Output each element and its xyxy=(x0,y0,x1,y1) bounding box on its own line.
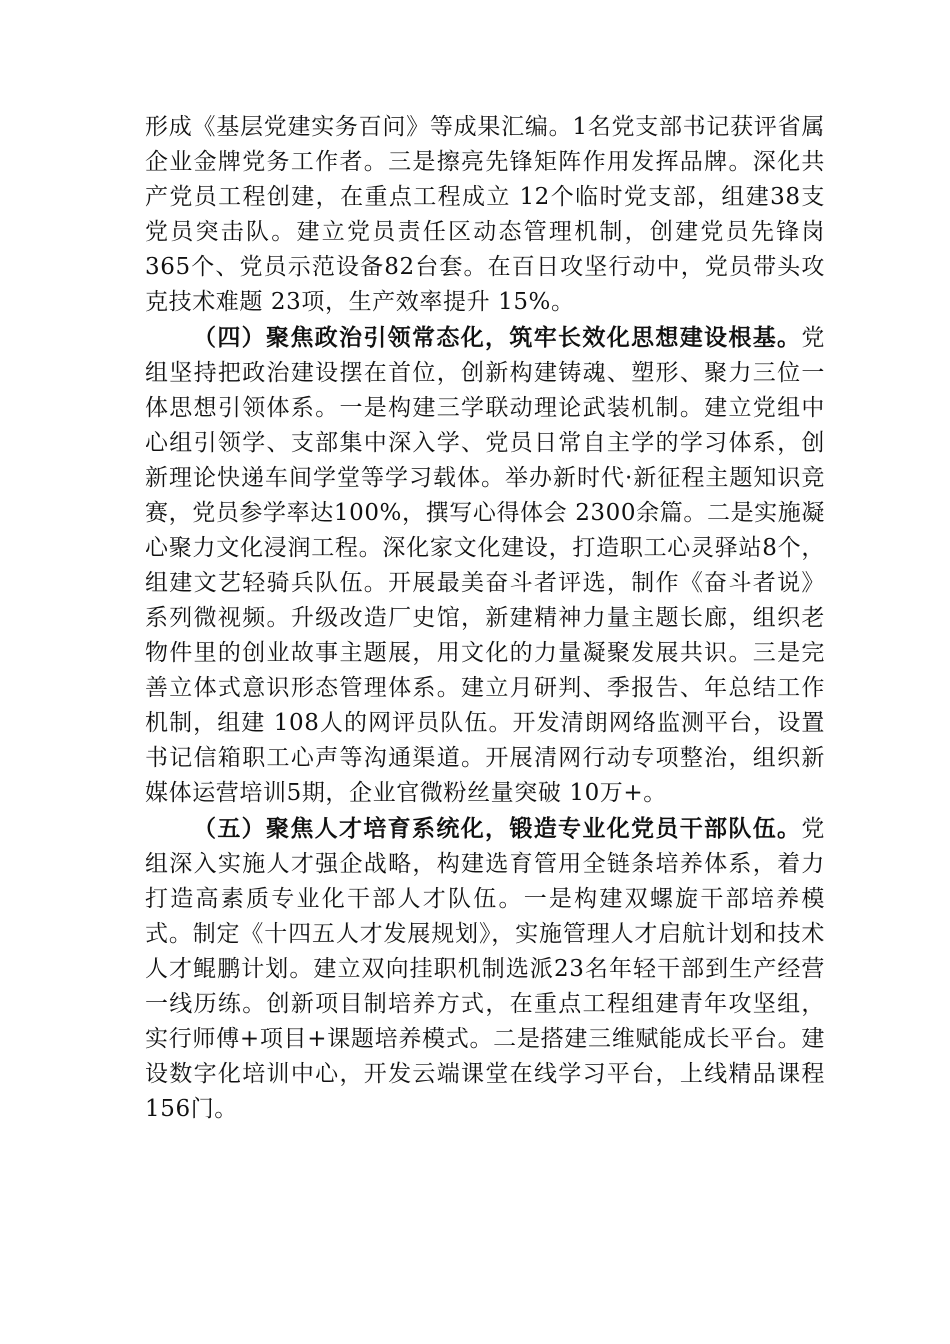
section-heading: （四）聚焦政治引领常态化，筑牢长效化思想建设根基。 xyxy=(193,324,802,351)
paragraph-section-five xyxy=(145,811,825,1127)
paragraph-body: 形成《基层党建实务百问》等成果汇编。1名党支部书记获评省属企业金牌党务工作者。三是擦亮先锋矩阵作用发挥品牌。深化共产党员工程创建，在重点工程成立 12个临时党支部，组建38支党员突击队。建立党员责任区动态管理机制，创建党员先锋岗365个、党员示范设备82台套。在百日攻坚行动中，党员带头攻克技术难题 23项，生产效率提升 15%。 xyxy=(145,114,825,315)
paragraph-continuation xyxy=(145,110,825,320)
document-page xyxy=(145,110,825,1127)
paragraph-body: 党组深入实施人才强企战略，构建选育管用全链条培养体系，着力打造高素质专业化干部人才队伍。一是构建双螺旋干部培养模式。制定《十四五人才发展规划》，实施管理人才启航计划和技术人才鲲鹏计划。建立双向挂职机制选派23名年轻干部到生产经营一线历练。创新项目制培养方式，在重点工程组建青年攻坚组，实行师傅+项目+课题培养模式。二是搭建三维赋能成长平台。建设数字化培训中心，开发云端课堂在线学习平台，上线精品课程 156门。 xyxy=(145,816,825,1122)
paragraph-section-four xyxy=(145,320,825,811)
paragraph-body: 党组坚持把政治建设摆在首位，创新构建铸魂、塑形、聚力三位一体思想引领体系。一是构建三学联动理论武装机制。建立党组中心组引领学、支部集中深入学、党员日常自主学的学习体系，创新理论快递车间学堂等学习载体。举办新时代·新征程主题知识竞赛，党员参学率达100%，撰写心得体会 2300余篇。二是实施凝心聚力文化浸润工程。深化家文化建设，打造职工心灵驿站8个，组建文艺轻骑兵队伍。开展最美奋斗者评选，制作《奋斗者说》系列微视频。升级改造厂史馆，新建精神力量主题长廊，组织老物件里的创业故事主题展，用文化的力量凝聚发展共识。三是完善立体式意识形态管理体系。建立月研判、季报告、年总结工作机制，组建 108人的网评员队伍。开发清朗网络监测平台，设置书记信箱职工心声等沟通渠道。开展清网行动专项整治，组织新媒体运营培训5期，企业官微粉丝量突破 10万+。 xyxy=(145,325,825,806)
section-heading: （五）聚焦人才培育系统化，锻造专业化党员干部队伍。 xyxy=(193,815,802,842)
